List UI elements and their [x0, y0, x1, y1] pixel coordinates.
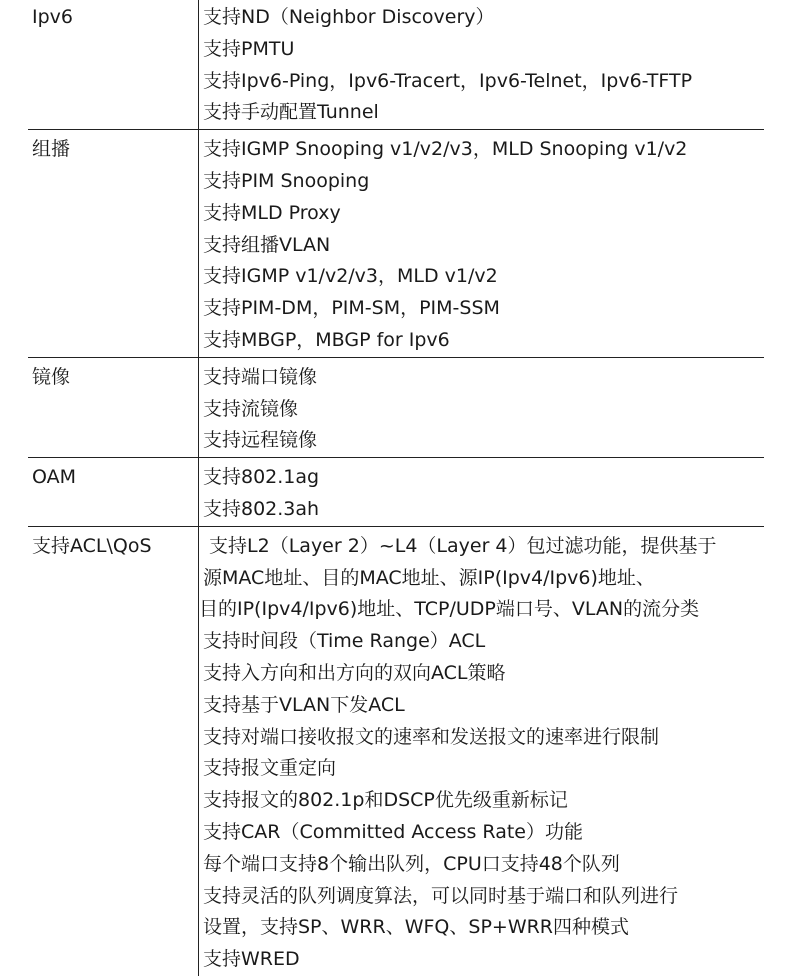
detail-line: 支持PIM Snooping: [203, 169, 370, 192]
spec-table: [28, 0, 764, 976]
category-cell: [28, 458, 199, 527]
category-label: 支持ACL\QoS: [32, 534, 152, 557]
detail-line: 支持对端口接收报文的速率和发送报文的速率进行限制: [203, 725, 660, 748]
detail-cell: [199, 130, 765, 358]
category-cell: [28, 0, 199, 130]
table-row-multicast: [28, 130, 764, 358]
detail-line: 支持组播VLAN: [203, 233, 331, 256]
detail-line: 每个端口支持8个输出队列，CPU口支持48个队列: [203, 852, 620, 875]
detail-line: 支持报文的802.1p和DSCP优先级重新标记: [203, 789, 568, 812]
category-label: OAM: [32, 466, 77, 489]
detail-line: 支持灵活的队列调度算法，可以同时基于端口和队列进行: [203, 884, 679, 907]
table-row-mirroring: [28, 357, 764, 457]
detail-cell: [199, 357, 765, 457]
detail-line: 支持802.1ag: [203, 466, 320, 489]
detail-line: 支持时间段（Time Range）ACL: [203, 630, 486, 653]
detail-cell: [199, 0, 765, 130]
detail-line: 支持IGMP v1/v2/v3，MLD v1/v2: [203, 265, 498, 288]
category-cell: [28, 526, 199, 976]
detail-line: 支持MLD Proxy: [203, 201, 341, 224]
detail-line: 支持入方向和出方向的双向ACL策略: [203, 661, 506, 684]
detail-line: 支持ND（Neighbor Discovery）: [203, 6, 495, 28]
detail-line: 支持基于VLAN下发ACL: [203, 693, 405, 716]
detail-line: 支持手动配置Tunnel: [203, 101, 379, 124]
table-row-acl-qos: [28, 526, 764, 976]
detail-line: 目的IP(Ipv4/Ipv6)地址、TCP/UDP端口号、VLAN的流分类: [199, 598, 700, 621]
detail-cell: [199, 458, 765, 527]
detail-line: 支持PMTU: [203, 37, 295, 60]
detail-line: 支持L2（Layer 2）~L4（Layer 4）包过滤功能，提供基于: [203, 534, 717, 557]
detail-line: 支持IGMP Snooping v1/v2/v3，MLD Snooping v1/v2: [203, 138, 688, 161]
detail-line: 支持MBGP，MBGP for Ipv6: [203, 328, 450, 351]
category-label: Ipv6: [32, 6, 73, 28]
detail-line: 支持Ipv6-Ping，Ipv6-Tracert，Ipv6-Telnet，Ipv6-TFTP: [203, 69, 693, 92]
detail-line: 支持远程镜像: [203, 429, 318, 452]
detail-line: 设置，支持SP、WRR、WFQ、SP+WRR四种模式: [203, 916, 630, 939]
detail-line: 支持802.3ah: [203, 497, 320, 520]
category-label: 镜像: [32, 365, 71, 388]
detail-line: 支持PIM-DM，PIM-SM，PIM-SSM: [203, 297, 500, 320]
detail-line: 支持WRED: [203, 948, 300, 971]
detail-line: 源MAC地址、目的MAC地址、源IP(Ipv4/Ipv6)地址、: [203, 566, 655, 589]
detail-line: 支持报文重定向: [203, 757, 337, 780]
category-cell: [28, 357, 199, 457]
detail-line: 支持CAR（Committed Access Rate）功能: [203, 820, 583, 843]
detail-line: 支持流镜像: [203, 397, 299, 420]
table-row-ipv6: [28, 0, 764, 130]
table-row-oam: [28, 458, 764, 527]
category-label: 组播: [32, 138, 71, 161]
detail-cell: [199, 526, 765, 976]
detail-line: 支持端口镜像: [203, 365, 318, 388]
category-cell: [28, 130, 199, 358]
